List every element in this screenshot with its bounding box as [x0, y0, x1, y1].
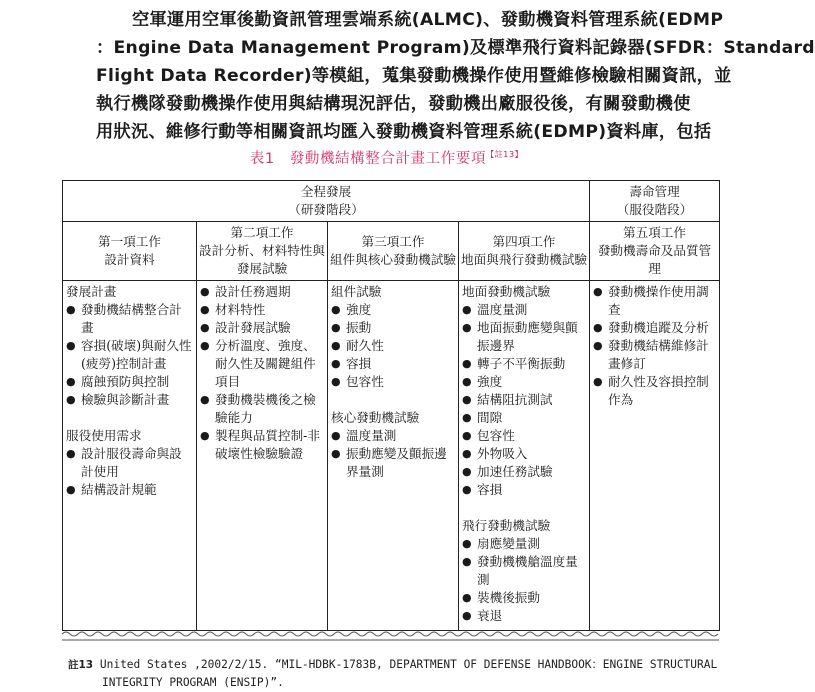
- list-item: ● 溫度量測: [331, 427, 455, 445]
- column-header-1: [63, 222, 197, 281]
- section-title: 地面發動機試驗: [462, 284, 551, 299]
- list-item: ● 外物吸入: [462, 445, 586, 463]
- list-item: ● 包容性: [462, 427, 586, 445]
- footnote-divider: [62, 630, 719, 644]
- column-title: 第一項工作: [98, 234, 161, 249]
- paragraph-line: 空軍運用空軍後勤資訊管理雲端系統(ALMC)、發動機資料管理系統(EDMP: [132, 10, 724, 30]
- bullet-list: [462, 535, 586, 625]
- list-item: ● 振動: [331, 319, 455, 337]
- list-item: ● 材料特性: [200, 301, 324, 319]
- list-item: ● 加速任務試驗: [462, 463, 586, 481]
- column-subtitle: 地面與飛行發動機試驗: [461, 252, 587, 267]
- list-item: ● 發動機結構整合計畫: [66, 301, 193, 337]
- column-subtitle: 設計分析、材料特性與發展試驗: [199, 243, 325, 276]
- footnote-mark: 註13: [68, 659, 94, 671]
- list-item: ● 發動機追蹤及分析: [593, 319, 716, 337]
- column-title: 第五項工作: [623, 225, 686, 240]
- column-5-content: [590, 281, 720, 631]
- list-item: ● 扇應變量測: [462, 535, 586, 553]
- list-item: ● 發動機結構維修計畫修訂: [593, 337, 716, 373]
- life-phase-title: 壽命管理: [629, 184, 680, 199]
- column-subtitle: 設計資料: [104, 252, 155, 267]
- list-item: ● 裝機後振動: [462, 589, 586, 607]
- footnote-line-1: [68, 656, 728, 674]
- column-header-3: [328, 222, 459, 281]
- column-header-4: [459, 222, 590, 281]
- column-header-5: [590, 222, 720, 281]
- footnote-line-2: INTEGRITY PROGRAM (ENSIP)”.: [102, 676, 284, 689]
- section-title: 服役使用需求: [66, 428, 142, 443]
- list-item: ● 耐久性及容損控制作為: [593, 373, 716, 409]
- list-item: ● 強度: [462, 373, 586, 391]
- list-item: ● 設計服役壽命與設計使用: [66, 445, 193, 481]
- life-phase-subtitle: （服役階段）: [616, 202, 693, 217]
- table-row: [63, 281, 720, 631]
- bullet-list: [66, 301, 193, 409]
- list-item: ● 間隙: [462, 409, 586, 427]
- dev-phase-subtitle: （研發階段）: [288, 202, 364, 217]
- list-item: ● 檢驗與診斷計畫: [66, 391, 193, 409]
- dev-phase-title: 全程發展: [300, 184, 352, 199]
- column-subtitle: 發動機壽命及品質管理: [597, 243, 712, 276]
- column-4-content: [459, 281, 590, 631]
- paragraph-line: 用狀況、維修行動等相關資訊均匯入發動機資料管理系統(EDMP)資料庫，包括: [96, 122, 712, 142]
- bullet-list: [462, 301, 586, 499]
- section-title: 組件試驗: [331, 284, 382, 299]
- list-item: ● 強度: [331, 301, 455, 319]
- list-item: ● 設計發展試驗: [200, 319, 324, 337]
- list-item: ● 地面振動應變與顫振邊界: [462, 319, 586, 355]
- list-item: ● 耐久性: [331, 337, 455, 355]
- column-title: 第二項工作: [230, 225, 294, 240]
- footnote: [68, 656, 728, 692]
- list-item: ● 衰退: [462, 607, 586, 625]
- column-1-content: [63, 281, 197, 631]
- wavy-divider-icon: [62, 630, 719, 644]
- body-paragraph: [96, 6, 815, 146]
- column-3-content: [328, 281, 459, 631]
- column-subtitle: 組件與核心發動機試驗: [330, 252, 456, 267]
- dev-phase-header: [63, 181, 590, 222]
- list-item: ● 結構設計規範: [66, 481, 193, 499]
- bullet-list: [331, 427, 455, 481]
- list-item: ● 溫度量測: [462, 301, 586, 319]
- section-title: 飛行發動機試驗: [462, 518, 551, 533]
- section-title: 核心發動機試驗: [331, 410, 420, 425]
- paragraph-line: Flight Data Recorder)等模組，蒐集發動機操作使用暨維修檢驗相關資訊，並: [96, 66, 732, 86]
- list-item: ● 發動機操作使用調查: [593, 283, 716, 319]
- list-item: ● 發動機機艙溫度量測: [462, 553, 586, 589]
- list-item: ● 容損: [462, 481, 586, 499]
- list-item: ● 分析溫度、強度、耐久性及關鍵組件項目: [200, 337, 324, 391]
- bullet-list: [66, 445, 193, 499]
- list-item: ● 設計任務週期: [200, 283, 324, 301]
- table-row: [63, 222, 720, 281]
- bullet-list: [593, 283, 716, 409]
- list-item: ● 容損(破壞)與耐久性(疲勞)控制計畫: [66, 337, 193, 373]
- caption-text: 表1 發動機結構整合計畫工作要項: [249, 151, 487, 167]
- bullet-list: [200, 283, 324, 463]
- column-title: 第四項工作: [492, 234, 556, 249]
- list-item: ● 腐蝕預防與控制: [66, 373, 193, 391]
- list-item: ● 結構阻抗測試: [462, 391, 586, 409]
- table-row: [63, 181, 720, 222]
- paragraph-line: ：Engine Data Management Program)及標準飛行資料記錄器(SFDR：Standard: [96, 38, 815, 58]
- paragraph-line: 執行機隊發動機操作使用與結構現況評估，發動機出廠服役後，有關發動機使: [96, 94, 691, 114]
- bullet-list: [331, 301, 455, 391]
- column-title: 第三項工作: [361, 234, 425, 249]
- list-item: ● 振動應變及顫振邊界量測: [331, 445, 455, 481]
- list-item: ● 容損: [331, 355, 455, 373]
- column-2-content: [197, 281, 328, 631]
- list-item: ● 包容性: [331, 373, 455, 391]
- life-phase-header: [590, 181, 720, 222]
- list-item: ● 發動機裝機後之檢驗能力: [200, 391, 324, 427]
- table-caption: [0, 147, 773, 168]
- list-item: ● 轉子不平衡振動: [462, 355, 586, 373]
- list-item: ● 製程與品質控制-非破壞性檢驗驗證: [200, 427, 324, 463]
- column-header-2: [197, 222, 328, 281]
- footnote-text: United States ,2002/2/15. “MIL-HDBK-1783B, DEPARTMENT OF DEFENSE HANDBOOK：ENGINE STRUCTURAL: [93, 658, 718, 671]
- caption-footnote-ref: 【註13】: [486, 150, 524, 160]
- section-title: 發展計畫: [66, 284, 117, 299]
- engine-structure-plan-table: [62, 180, 720, 631]
